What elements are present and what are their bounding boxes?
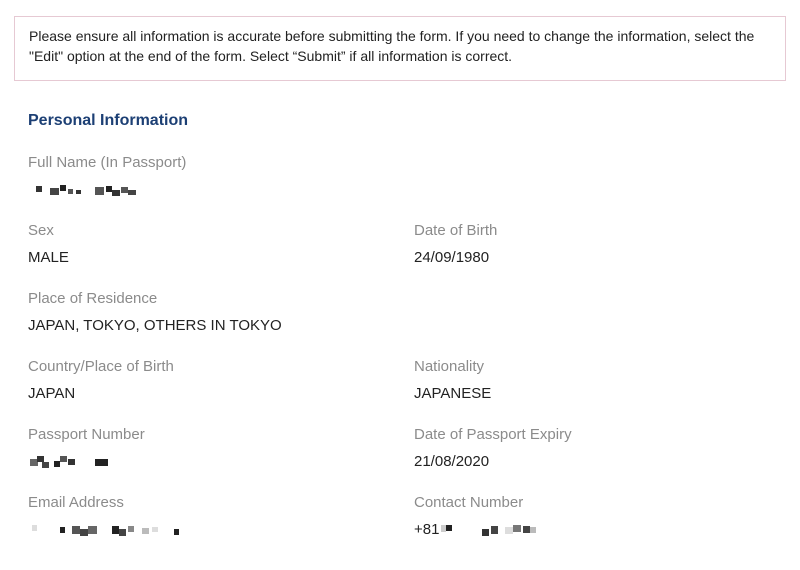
email-label: Email Address: [28, 494, 124, 511]
residence-value: JAPAN, TOKYO, OTHERS IN TOKYO: [28, 317, 282, 334]
passport-expiry-label: Date of Passport Expiry: [414, 426, 572, 443]
residence-label: Place of Residence: [28, 290, 158, 307]
notice-line-1: Please ensure all information is accurate before submitting the form. If you need to change the information, select the: [29, 28, 755, 44]
sex-field: [28, 221, 388, 268]
contact-value: [414, 520, 774, 540]
sex-value: MALE: [28, 249, 69, 266]
nationality-label: Nationality: [414, 358, 485, 375]
passport-number-value-redacted: [28, 452, 388, 472]
birth-place-label: Country/Place of Birth: [28, 358, 174, 375]
redacted-mask: [28, 183, 140, 197]
dob-value: 24/09/1980: [414, 249, 490, 266]
email-value-redacted: [28, 520, 388, 540]
passport-expiry-value: 21/08/2020: [414, 453, 490, 470]
passport-number-field: [28, 425, 388, 472]
full-name-value-redacted: [28, 180, 388, 200]
email-field: [28, 493, 388, 540]
birth-place-field: [28, 357, 388, 404]
passport-number-label: Passport Number: [28, 426, 145, 443]
dob-field: [414, 221, 774, 268]
contact-field: [414, 493, 774, 540]
nationality-field: [414, 357, 774, 404]
passport-expiry-field: [414, 425, 774, 472]
contact-prefix: +81: [414, 521, 440, 538]
form-notice: [14, 16, 786, 81]
nationality-value: JAPANESE: [414, 385, 492, 402]
full-name-field: [28, 153, 388, 200]
notice-line-2: "Edit" option at the end of the form. Select “Submit” if all information is correct.: [29, 48, 513, 64]
sex-label: Sex: [28, 222, 54, 239]
section-title: Personal Information: [28, 112, 189, 129]
redacted-mask: [439, 523, 549, 537]
residence-field: [28, 289, 388, 336]
redacted-mask: [28, 523, 188, 537]
birth-place-value: JAPAN: [28, 385, 76, 402]
full-name-label: Full Name (In Passport): [28, 154, 187, 171]
redacted-mask: [28, 455, 118, 469]
contact-label: Contact Number: [414, 494, 524, 511]
dob-label: Date of Birth: [414, 222, 498, 239]
